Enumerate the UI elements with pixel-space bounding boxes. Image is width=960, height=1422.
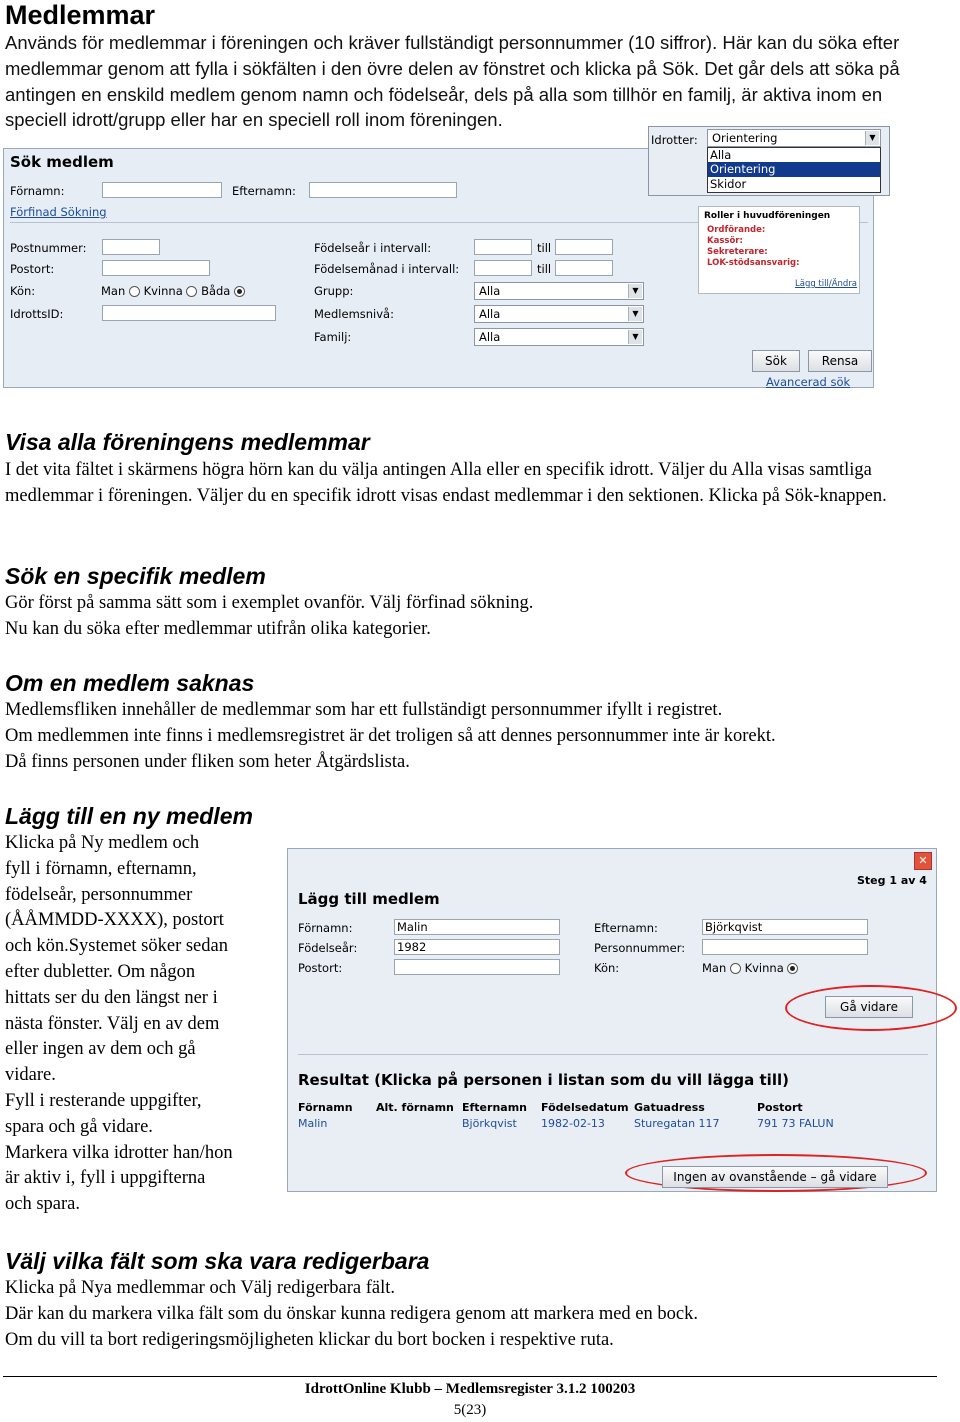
instruction-line: Klicka på Ny medlem och — [5, 833, 200, 853]
lastname-input[interactable] — [309, 182, 457, 198]
add-gender-label: Kön: — [594, 961, 620, 975]
search-button[interactable]: Sök — [752, 350, 800, 372]
result-cell: Malin — [298, 1117, 328, 1130]
gender-both-label: Båda — [201, 284, 231, 298]
add-pnr-label: Personnummer: — [594, 941, 686, 955]
role-item: Ordförande: — [707, 225, 766, 235]
page-number: 5(23) — [453, 1402, 487, 1418]
add-lastname-label: Efternamn: — [594, 921, 658, 935]
birthmonth-label: Födelsemånad i intervall: — [314, 262, 460, 276]
instruction-line: och kön.Systemet söker sedan — [5, 936, 228, 957]
none-of-above-button[interactable]: Ingen av ovanstående – gå vidare — [662, 1166, 888, 1188]
close-icon[interactable]: ✕ — [914, 852, 932, 870]
advanced-search-link[interactable]: Avancerad sök — [766, 375, 851, 389]
role-item: Kassör: — [707, 236, 743, 246]
birthyear-till-label: till — [537, 241, 552, 255]
birthmonth-till-label: till — [537, 262, 552, 276]
reset-button[interactable]: Rensa — [808, 350, 872, 372]
instruction-line: är aktiv i, fyll i uppgifterna — [5, 1168, 206, 1189]
instruction-line: vidare. — [5, 1065, 56, 1086]
roles-panel — [698, 206, 860, 294]
add-firstname-label: Förnamn: — [298, 921, 353, 935]
result-cell: 1982-02-13 — [541, 1117, 605, 1130]
result-column-header: Efternamn — [462, 1101, 527, 1114]
instruction-line: hittats ser du den längst ner i — [5, 987, 218, 1008]
instruction-line: eller ingen av dem och gå — [5, 1039, 196, 1060]
roles-edit-link[interactable]: Lägg till/Ändra — [795, 279, 858, 289]
sports-select-value: Orientering — [712, 131, 778, 145]
chevron-down-icon: ▼ — [628, 307, 642, 321]
next-button[interactable]: Gå vidare — [825, 996, 913, 1018]
add-birthyear-input[interactable]: 1982 — [394, 939, 560, 955]
level-select-value: Alla — [479, 307, 501, 321]
search-specific-line: Gör först på samma sätt som i exemplet ovanför. Välj förfinad sökning. — [5, 593, 534, 613]
add-gender-man-radio[interactable] — [730, 963, 741, 974]
result-column-header: Postort — [757, 1101, 803, 1114]
lastname-label: Efternamn: — [232, 184, 296, 198]
add-birthyear-label: Födelseår: — [298, 941, 358, 955]
refined-search-link[interactable]: Förfinad Sökning — [10, 205, 107, 219]
footer-title: IdrottOnline Klubb – Medlemsregister 3.1.2 100203 — [304, 1381, 636, 1397]
instruction-line: (ÅÅMMDD-XXXX), postort — [5, 910, 224, 931]
table-row[interactable] — [296, 1115, 856, 1133]
editable-fields-line: Om du vill ta bort redigeringsmöjligheten klickar du bort bocken i respektive ruta. — [5, 1330, 614, 1350]
heading-add-member: Lägg till en ny medlem — [5, 803, 253, 829]
add-postort-label: Postort: — [298, 961, 343, 975]
sports-option-alla[interactable]: Alla — [710, 148, 732, 162]
instruction-line: nästa fönster. Välj en av dem — [5, 1013, 220, 1034]
sports-label: Idrotter: — [651, 133, 698, 147]
instruction-line: efter dubletter. Om någon — [5, 961, 196, 982]
footer-divider — [3, 1376, 937, 1377]
idrottsid-label: IdrottsID: — [10, 307, 64, 321]
birthmonth-from-input[interactable] — [474, 260, 532, 276]
instruction-line: och spara. — [5, 1194, 80, 1215]
sports-option-orientering[interactable]: Orientering — [708, 162, 880, 177]
gender-woman-radio[interactable] — [186, 286, 197, 297]
instruction-line: spara och gå vidare. — [5, 1116, 153, 1137]
gender-man-radio[interactable] — [129, 286, 140, 297]
postnr-input[interactable] — [102, 239, 160, 255]
gender-woman-label: Kvinna — [143, 284, 183, 298]
editable-fields-line: Där kan du markera vilka fält som du önskar kunna redigera genom att markera med en bock. — [5, 1304, 698, 1324]
instruction-line: Fyll i resterande uppgifter, — [5, 1090, 202, 1111]
role-item: LOK-stödsansvarig: — [707, 258, 800, 268]
search-panel-title: Sök medlem — [10, 153, 114, 171]
result-column-header: Gatuadress — [634, 1101, 705, 1114]
sports-option-skidor[interactable]: Skidor — [710, 177, 747, 191]
chevron-down-icon: ▼ — [628, 330, 642, 344]
gender-label: Kön: — [10, 284, 36, 298]
birthyear-label: Födelseår i intervall: — [314, 241, 432, 255]
member-missing-line: Om medlemmen inte finns i medlemsregistret är det troligen så att dennes personnummer inte är korekt. — [5, 726, 776, 746]
add-gender-woman-radio[interactable] — [787, 963, 798, 974]
heading-member-missing: Om en medlem saknas — [5, 670, 255, 696]
group-select-value: Alla — [479, 284, 501, 298]
result-column-header: Alt. förnamn — [376, 1101, 454, 1114]
add-postort-input[interactable] — [394, 959, 560, 975]
result-cell: Björkqvist — [462, 1117, 517, 1130]
firstname-input[interactable] — [102, 182, 222, 198]
result-cell: Sturegatan 117 — [634, 1117, 720, 1130]
family-select[interactable] — [474, 328, 644, 346]
add-gender-man-label: Man — [702, 961, 727, 975]
sports-select[interactable] — [707, 129, 881, 147]
group-label: Grupp: — [314, 284, 354, 298]
gender-radio-group — [101, 284, 245, 298]
level-label: Medlemsnivå: — [314, 307, 394, 321]
heading-show-all: Visa alla föreningens medlemmar — [5, 429, 370, 455]
add-gender-radio-group — [702, 961, 798, 975]
level-select[interactable] — [474, 305, 644, 323]
instruction-line: Markera vilka idrotter han/hon — [5, 1142, 233, 1163]
result-column-header: Förnamn — [298, 1101, 353, 1114]
dialog-title: Lägg till medlem — [298, 890, 440, 908]
heading-search-specific: Sök en specifik medlem — [5, 563, 266, 589]
family-label: Familj: — [314, 330, 352, 344]
idrottsid-input[interactable] — [102, 305, 276, 321]
divider — [298, 1054, 928, 1055]
postnr-label: Postnummer: — [10, 241, 87, 255]
family-select-value: Alla — [479, 330, 501, 344]
add-lastname-input[interactable]: Björkqvist — [702, 919, 868, 935]
roles-title: Roller i huvudföreningen — [704, 211, 831, 221]
instruction-line: födelseår, personnummer — [5, 884, 193, 905]
intro-text: Används för medlemmar i föreningen och kräver fullständigt personnummer (10 siffror). Här kan du söka efter medlemmar genom att fylla i sökfälten i den övre delen av fönstret och klicka på Sök. Det går dels att söka på antingen en enskild medlem genom namn och födelseår, dels på alla som tillhör en familj, är aktiva inom en speciell idrott/grupp eller har en speciell roll inom föreningen. — [5, 32, 900, 131]
result-column-header: Födelsedatum — [541, 1101, 629, 1114]
step-indicator: Steg 1 av 4 — [857, 874, 927, 887]
role-item: Sekreterare: — [707, 247, 768, 257]
add-pnr-input[interactable] — [702, 939, 868, 955]
gender-man-label: Man — [101, 284, 126, 298]
chevron-down-icon: ▼ — [628, 284, 642, 298]
birthyear-to-input[interactable] — [555, 239, 613, 255]
chevron-down-icon: ▼ — [865, 131, 879, 145]
heading-editable-fields: Välj vilka fält som ska vara redigerbara — [5, 1248, 430, 1274]
postort-input[interactable] — [102, 260, 210, 276]
postort-label: Postort: — [10, 262, 55, 276]
page-title: Medlemmar — [5, 0, 156, 30]
show-all-text: I det vita fältet i skärmens högra hörn kan du välja antingen Alla eller en specifik idrott. Väljer du Alla visas samtliga medlemmar i föreningen. Väljer du en specifik idrott visas endast medlemmar i den sektionen. Klicka på Sök-knappen. — [5, 460, 887, 506]
add-firstname-input[interactable]: Malin — [394, 919, 560, 935]
birthmonth-to-input[interactable] — [555, 260, 613, 276]
add-member-instructions — [5, 831, 285, 1218]
instruction-line: fyll i förnamn, efternamn, — [5, 858, 197, 879]
gender-both-radio[interactable] — [234, 286, 245, 297]
result-title: Resultat (Klicka på personen i listan som du vill lägga till) — [298, 1071, 789, 1089]
search-specific-line: Nu kan du söka efter medlemmar utifrån olika kategorier. — [5, 619, 431, 639]
editable-fields-line: Klicka på Nya medlemmar och Välj redigerbara fält. — [5, 1278, 396, 1298]
member-missing-line: Då finns personen under fliken som heter Åtgärdslista. — [5, 752, 410, 772]
group-select[interactable] — [474, 282, 644, 300]
firstname-label: Förnamn: — [10, 184, 65, 198]
birthyear-from-input[interactable] — [474, 239, 532, 255]
result-cell: 791 73 FALUN — [757, 1117, 834, 1130]
sports-dropdown-list — [707, 147, 881, 193]
member-missing-line: Medlemsfliken innehåller de medlemmar som har ett fullständigt personnummer ifyllt i registret. — [5, 700, 723, 720]
sports-selector — [648, 126, 890, 196]
add-member-dialog — [287, 848, 937, 1192]
add-gender-woman-label: Kvinna — [744, 961, 784, 975]
